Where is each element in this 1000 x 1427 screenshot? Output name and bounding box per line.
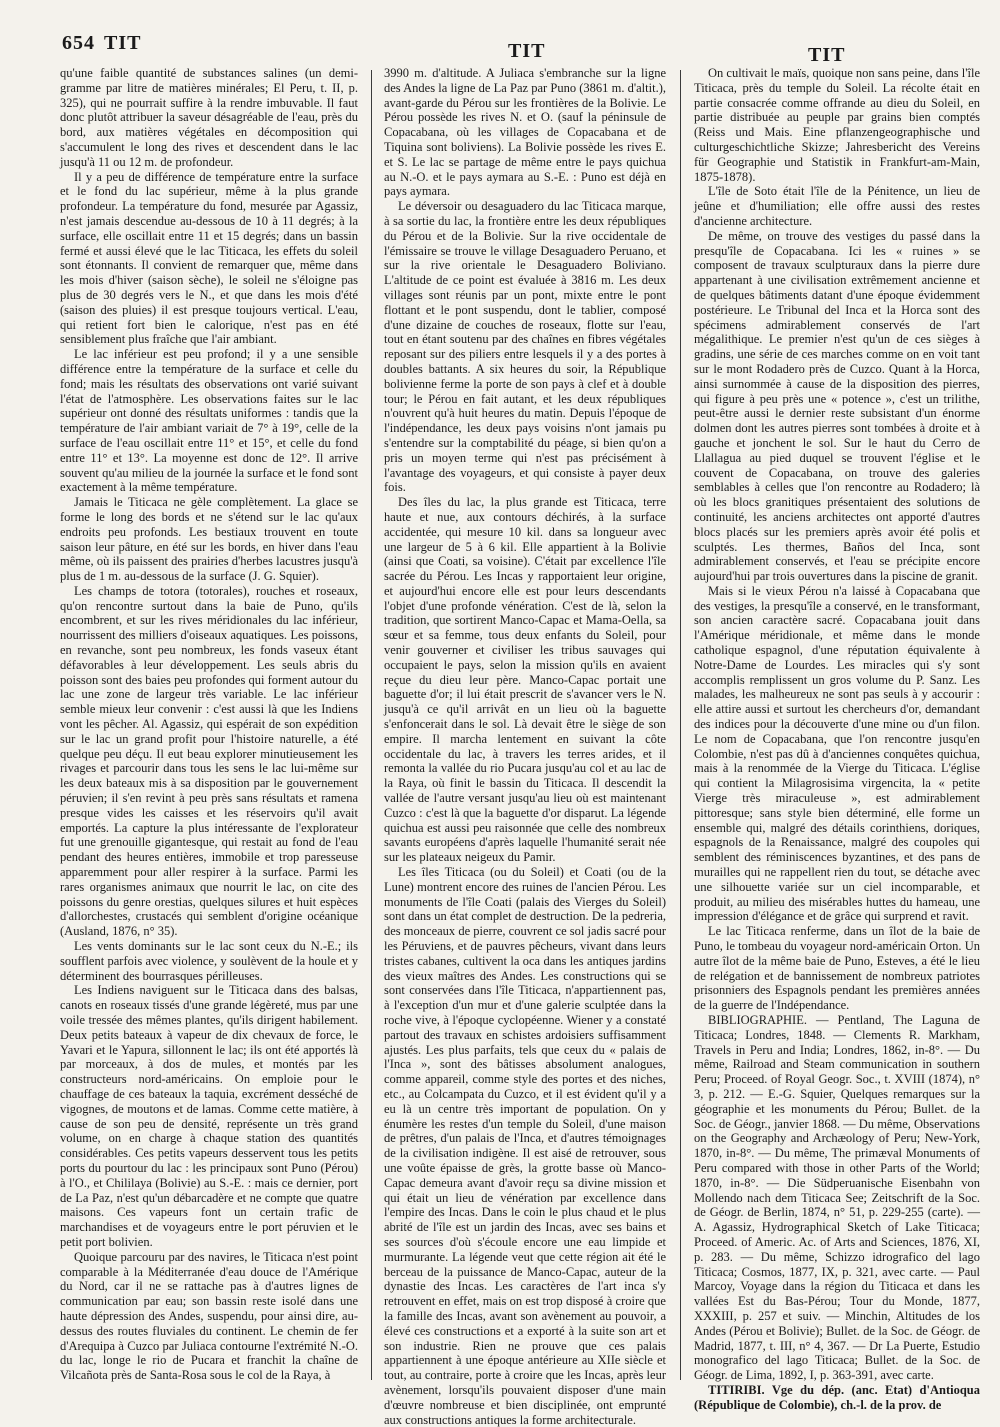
paragraph: On cultivait le maïs, quoique non sans peine, dans l'île Titicaca, près du temple du Soleil. La récolte était en partie consacrée comme offrande au dieu du Soleil, en partie distribuée au peuple par grains bien comptés (Reiss und Mais. Eine pflanzengeographische und culturgeschichtliche Skizze; Jahresbericht des Vereins für Geographie und Statistik in Frankfurt-am-Main, 1875-1878). xyxy=(694,66,980,184)
paragraph: 3990 m. d'altitude. A Juliaca s'embranche sur la ligne des Andes la ligne de La Paz par Puno (3861 m. d'altit.), avant-garde du Pérou sur les frontières de la Bolivie. Le Pérou possède les rives N. et O. (sauf la péninsule de Copacabana, où les villages de Copacabana et de Tiquina sont boliviens). La Bolivie possède les rives E. et S. Le lac se partage de même entre le pays quichua au N.-O. et le pays aymara au S.-E. : Puno est déjà en pays aymara. xyxy=(384,66,666,199)
paragraph: Les Indiens naviguent sur le Titicaca dans des balsas, canots en roseaux tissés d'une grande légèreté, mus par une voile tressée des mêmes plantes, qu'ils dirigent habilement. Deux petits bateaux à vapeur de dix chevaux de force, le Yavari et le Yapura, sillonnent le lac; ils ont été apportés là par morceaux, à dos de mules, et montés par les constructeurs nord-américains. On emploie pour le chauffage de ces bateaux la taquia, excrément desséché de vigognes, de moutons et de lamas. Comme cette matière, à cause de son peu de densité, représente un très grand volume, on en charge à chaque station des quantités considérables. Ces petits vapeurs desservent tous les petits ports du pourtour du lac : les principaux sont Puno (Pérou) à l'O., et Chililaya (Bolivie) au S.-E. : mais ce dernier, port de La Paz, n'est qu'un débarcadère et ne compte que quatre maisons. Ces vapeurs font un certain trafic de marchandises et de voyageurs entre le port péruvien et le petit port bolivien. xyxy=(60,983,358,1249)
column-rule-left xyxy=(371,70,372,1380)
paragraph: Il y a peu de différence de température entre la surface et le fond du lac supérieur, même à la plus grande profondeur. La température du fond, mesurée par Agassiz, n'est jamais descendue au-dessous de 10 à 11 degrés; à la surface, elle oscillait entre 11 et 15 degrés; dans un bassin fermé et aussi élevé que le lac Titicaca, les effets du soleil sont étonnants. Il convient de remarquer que, même dans les mois d'hiver (saison sèche), le soleil ne s'éloigne pas plus de 30 degrés vers le N., et que dans les mois d'été (saison des pluies) il est presque toujours vertical. L'eau, qui retient fort bien le calorique, n'est pas en été sensiblement plus fraîche que l'air ambiant. xyxy=(60,169,358,347)
text-column-1 xyxy=(60,66,358,1396)
text-column-2 xyxy=(384,66,666,1427)
paragraph: Le déversoir ou desaguadero du lac Titicaca marque, à sa sortie du lac, la frontière entre les deux républiques du Pérou et de la Bolivie. Sur la rive occidentale de l'émissaire se trouve le village Desaguadero Peruano, et sur la rive orientale le Desaguadero Boliviano. L'altitude de ce point est évaluée à 3816 m. Les deux villages sont réunis par un pont, mixte entre le pont flottant et le pont suspendu, dont le tablier, composé d'une dizaine de couches de roseaux, flotte sur l'eau, tout en étant soutenu par des chaînes en fibres végétales reposant sur des piliers entre lesquels il y a des portes à doubles battants. A six heures du soir, la République bolivienne ferme la porte de son pays à clef et à double tour; le Pérou en fait autant, et les deux républiques n'ouvrent qu'à huit heures du matin. Depuis l'époque de l'indépendance, les deux pays voisins n'ont jamais pu s'entendre sur la comptabilité du péage, si bien qu'on a pris un moyen terme qui n'est pas précisément à l'avantage des voyageurs, et qui consiste à payer deux fois. xyxy=(384,199,666,495)
page-header xyxy=(0,32,1000,66)
dictionary-entry: TITIRIBI. Vge du dép. (anc. Etat) d'Antioqua (République de Colombie), ch.-l. de la prov. de xyxy=(694,1382,980,1412)
bibliography: BIBLIOGRAPHIE. — Pentland, The Laguna de Titicaca; Londres, 1848. — Clements R. Markham, Travels in Peru and India; Londres, 1862, in-8°. — Du même, Railroad and Steam communication in southern Peru; Proceed. of Royal Geogr. Soc., t. XVIII (1874), n° 3, p. 212. — E.-G. Squier, Quelques remarques sur la géographie et les monuments du Pérou; Bullet. de la Soc. de Géogr., janvier 1868. — Du même, Observations on the Geography and Archæology of Peru; New-York, 1870, in-8°. — Du même, The primæval Monuments of Peru compared with those in other Parts of the World; 1870, in-8°. — Die Südperuanische Eisenbahn von Mollendo nach dem Titicaca See; Zeitschrift de la Soc. de Géogr. de Berlin, 1874, n° 51, p. 229-255 (carte). — A. Agassiz, Hydrographical Sketch of Lake Titicaca; Proceed. of Americ. Ac. of Arts and Sciences, 1876, XI, p. 283. — Du même, Schizzo idrografico del lago Titicaca; Cosmos, 1877, IX, p. 321, avec carte. — Paul Marcoy, Voyage dans la région du Titicaca et dans les vallées Est du Bas-Pérou; Tour du Monde, 1877, XXXIII, p. 257 et suiv. — Minchin, Altitudes de los Andes (Pérou et Bolivie); Bullet. de la Soc. de Géogr. de Madrid, 1877, t. III, n° 4, 367. — Dr La Puerte, Estudio monografico del lago Titicaca; Bullet. de la Soc. de Géogr. de Lima, 1892, I, p. 363-391, avec carte. xyxy=(694,1013,980,1383)
paragraph: Le lac inférieur est peu profond; il y a une sensible différence entre la température de la surface et celle du fond; mais les résultats des observations ont varié suivant l'état de l'atmosphère. Les observations faites sur le lac supérieur ont donné des résultats uniformes : tandis que la température de l'air ambiant variait de 7° à 19°, celle de la surface de l'eau oscillait entre 11° et 15°, et celle du fond entre 11° et 13°. La moyenne est donc de 12°. Il arrive souvent qu'au milieu de la journée la surface et le fond sont exactement à la même température. xyxy=(60,347,358,495)
running-head-right: TIT xyxy=(808,44,846,66)
paragraph: L'île de Soto était l'île de la Pénitence, un lieu de jeûne et d'humiliation; elle offre aussi des restes d'ancienne architecture. xyxy=(694,184,980,228)
paragraph: Les îles Titicaca (ou du Soleil) et Coati (ou de la Lune) montrent encore des ruines de l'ancien Pérou. Les monuments de l'île Coati (palais des Vierges du Soleil) sont dans un état complet de destruction. De la pedreria, des monceaux de pierre, couvrent ce sol jadis sacré pour les Péruviens, et de pauvres pêcheurs, vivant dans leurs tristes cabanes, cultivent la oca dans les antiques jardins des vieux maîtres des Andes. Les constructions qui se sont conservées dans l'île Titicaca, n'appartiennent pas, à l'exception d'un mur et d'une galerie sculptée dans la roche vive, à l'époque cyclopéenne. Wiener y a constaté partout des travaux en schistes ardoisiers suffisamment ajustés. Les plus parfaits, tels que ceux du « palais de l'Inca », sont des bâtisses absolument analogues, comme appareil, comme style des portes et des niches, etc., au Colcampata du Cuzco, et il est évident qu'il y a eu là un centre très important de population. On y énumère les restes d'un temple du Soleil, d'une maison de prêtres, d'un palais de l'Inca, et d'autres témoignages de la civilisation indigène. Il est aisé de retrouver, sous une voûte épaisse de grès, la grotte basse où Manco-Capac demeura avant d'avoir reçu sa divine mission et qui était un lieu de vénération par excellence dans l'empire des Incas. Dans le coin le plus chaud et le plus abrité de l'île est un jardin des Incas, avec ses bains et ses sources d'où s'écoule encore une eau limpide et murmurante. La légende veut que cette région ait été le berceau de la puissance de Manco-Capac, auteur de la dynastie des Incas. Les caractères de l'art inca s'y retrouvent en effet, mais on est trop disposé à croire que la famille des Incas, avant son avènement au pouvoir, a élevé ces constructions et a exporté à la suite son art et son industrie. Rien ne prouve que ces palais appartiennent à une époque antérieure au XIIe siècle et tout, au contraire, porte à croire que les Incas, après leur avènement, lorsqu'ils pouvaient disposer d'une main d'œuvre nombreuse et bien disciplinée, ont emprunté aux constructions antiques la forme architecturale. xyxy=(384,865,666,1427)
paragraph: Jamais le Titicaca ne gèle complètement. La glace se forme le long des bords et ne s'étend sur le lac qu'aux endroits peu profonds. Les bestiaux trouvent en toute saison leur pâture, en été sur les bords, en hiver dans l'eau même, où ils paissent des prairies d'herbes lacustres jusqu'à plus de 1 m. au-dessous de la surface (J. G. Squier). xyxy=(60,495,358,584)
page-number: 654 xyxy=(62,32,95,54)
paragraph: De même, on trouve des vestiges du passé dans la presqu'île de Copacabana. Ici les « ruines » se composent de travaux sculpturaux dans la pierre dure appartenant à une civilisation extrêmement ancienne et de quelques bâtiments datant d'une époque évidemment postérieure. Le Tribunal del Inca et la Horca sont des spécimens admirablement conservés de l'art mégalithique. Le premier n'est qu'un de ces sièges à gradins, une série de ces marches comme on en voit tant sur le mont Rodadero près de Cuzco. Quant à la Horca, ainsi surnommée à cause de la disposition des pierres, qui figure à peu près une « potence », c'est un trilithe, peut-être aussi le dernier reste subsistant d'un énorme dolmen dont les autres pierres sont tombées à droite et à gauche et jonchent le sol. Sur le haut du Cerro de Llallagua au pied duquel se trouvent l'église et le couvent de Copacabana, on trouve des galeries semblables à celles que l'on rencontre au Rodadero; là où les blocs granitiques présentaient des solutions de continuité, les anciens architectes ont apporté d'autres blocs placés sur les premiers après avoir été polis et sculptés. Les thermes, Baños del Inca, sont admirablement conservés, et l'eau se précipite encore aujourd'hui par trois ouvertures dans la piscine de granit. xyxy=(694,228,980,584)
paragraph: Des îles du lac, la plus grande est Titicaca, terre haute et nue, aux contours déchirés, à la surface accidentée, qui mesure 10 kil. dans sa longueur avec une largeur de 5 à 6 kil. Elle appartient à la Bolivie (ainsi que Coati, sa voisine). C'était par excellence l'île sacrée du Pérou. Les Incas y rapportaient leur origine, et aujourd'hui encore elle est pour leurs descendants l'objet d'une profonde vénération. C'est de là, selon la tradition, que sortirent Manco-Capac et Mama-Oella, sa sœur et sa femme, tous deux enfants du Soleil, pour venir gouverner et civiliser les tribus sauvages qui occupaient le pays, selon la mission qu'ils en avaient reçue du dieu leur père. Manco-Capac portait une baguette d'or; il lui était prescrit de s'avancer vers le N. jusqu'à ce qu'il arrivât en un lieu où la baguette s'enfoncerait dans le sol. Là devait être le siège de son empire. Il marcha lentement en suivant la côte occidentale du lac, à travers les terres arides, et il remonta la vallée du rio Pucara jusqu'au col et au lac de la Raya, où finit le bassin du Titicaca. Il descendit la vallée de l'autre versant jusqu'au lieu où est maintenant Cuzco : c'est là que la baguette d'or disparut. La légende quichua est aussi peu raisonnée que celle des nombreux savants européens d'après laquelle l'humanité serait née sur les plateaux neigeux du Pamir. xyxy=(384,495,666,865)
paragraph: Quoique parcouru par des navires, le Titicaca n'est point comparable à la Méditerranée d'eau douce de l'Amérique du Nord, car il ne se rattache pas à d'autres lignes de communication par eau; son bassin reste isolé dans une haute dépression des Andes, suspendu, pour ainsi dire, au-dessus des routes fluviales du continent. Le chemin de fer d'Arequipa à Cuzco par Juliaca contourne l'extrémité N.-O. du lac, longe le rio de Pucara et franchit la chaîne de Vilcañota près de Santa-Rosa sous le col de la Raya, à xyxy=(60,1249,358,1383)
running-head-left: TIT xyxy=(104,32,142,54)
paragraph: Les champs de totora (totorales), rouches et roseaux, qu'on rencontre surtout dans la baie de Puno, qu'ils encombrent, et sur les rives méridionales du lac inférieur, nourrissent des milliers d'oiseaux aquatiques. Les poissons, en revanche, sont peu nombreux, les fonds vaseux étant défavorables à leur développement. Les seuls abris du poisson sont des baies peu profondes qui forment autour du lac une zone de largeur très variable. Le lac inférieur semble mieux leur convenir : c'est aussi là que les Indiens vont les pêcher. Al. Agassiz, qui espérait de son expédition sur le lac un grand profit pour l'histoire naturelle, a été quelque peu déçu. Il eut beau explorer minutieusement les rivages et parcourir dans tous les sens le lac lui-même sur les deux bateaux mis à sa disposition par le gouvernement péruvien; il s'en revint à peu près sans résultats et ramena presque vides les caisses et les réservoirs qu'il avait emportés. La capture la plus intéressante de l'explorateur fut une grenouille gigantesque, qui restait au fond de l'eau pendant des heures entières, immobile et trop paresseuse apparemment pour aller respirer à la surface. Parmi les rares organismes animaux que nourrit le lac, on cite des poissons du genre orestias, quelques silures et huit espèces d'allorchestes, crustacés qui semblent d'origine océanique (Ausland, 1876, n° 35). xyxy=(60,583,358,939)
paragraph: qu'une faible quantité de substances salines (un demi-gramme par litre de matières minérales; El Peru, t. II, p. 325), qui ne pourrait suffire à la rendre imbuvable. Il faut donc plutôt attribuer la saveur désagréable de l'eau, près du bord, aux matières végétales en décomposition qui s'accumulent le long des rives et descendent dans le lac jusqu'à 11 ou 12 m. de profondeur. xyxy=(60,66,358,169)
column-rule-right xyxy=(680,70,681,1380)
text-column-3 xyxy=(694,66,980,1412)
paragraph: Le lac Titicaca renferme, dans un îlot de la baie de Puno, le tombeau du voyageur nord-américain Orton. Un autre îlot de la même baie de Puno, Esteves, a été le lieu de relégation et de bannissement de nombreux patriotes prisonniers des Espagnols pendant les premières années de la guerre de l'Indépendance. xyxy=(694,924,980,1013)
paragraph: Les vents dominants sur le lac sont ceux du N.-E.; ils soufflent parfois avec violence, y soulèvent de la houle et y déterminent des bourrasques périlleuses. xyxy=(60,939,358,983)
paragraph: Mais si le vieux Pérou n'a laissé à Copacabana que des vestiges, la presqu'île a conservé, en le transformant, son ancien caractère sacré. Copacabana jouit dans l'Amérique méridionale, et même dans le monde catholique espagnol, d'une réputation équivalente à Notre-Dame de Lourdes. Les miracles qui s'y sont accomplis remplissent un gros volume du P. Sanz. Les malades, les malheureux ne sont pas seuls à y accourir : elle attire aussi et surtout les chercheurs d'or, demandant des indices pour la découverte d'une mine ou d'un filon. Le nom de Copacabana, que l'on rencontre jusqu'en Colombie, n'est pas dû à d'anciennes conquêtes quichua, mais à la renommée de la Vierge du Titicaca. L'église qui contient la Milagrosisima virgencita, la « petite Vierge très miraculeuse », est admirablement pittoresque; sans style bien déterminé, elle forme un ensemble qui, malgré des détails corinthiens, doriques, espagnols de la Renaissance, malgré des coupoles qui semblent des réminiscences byzantines, et des pans de murailles qui ne rappellent rien du tout, se détache avec une silhouette variée sur un ciel incomparable, et produit, au milieu des misérables huttes du hameau, une impression d'élégance et de grâce qui surprend et ravit. xyxy=(694,583,980,924)
running-head-center: TIT xyxy=(508,40,546,62)
